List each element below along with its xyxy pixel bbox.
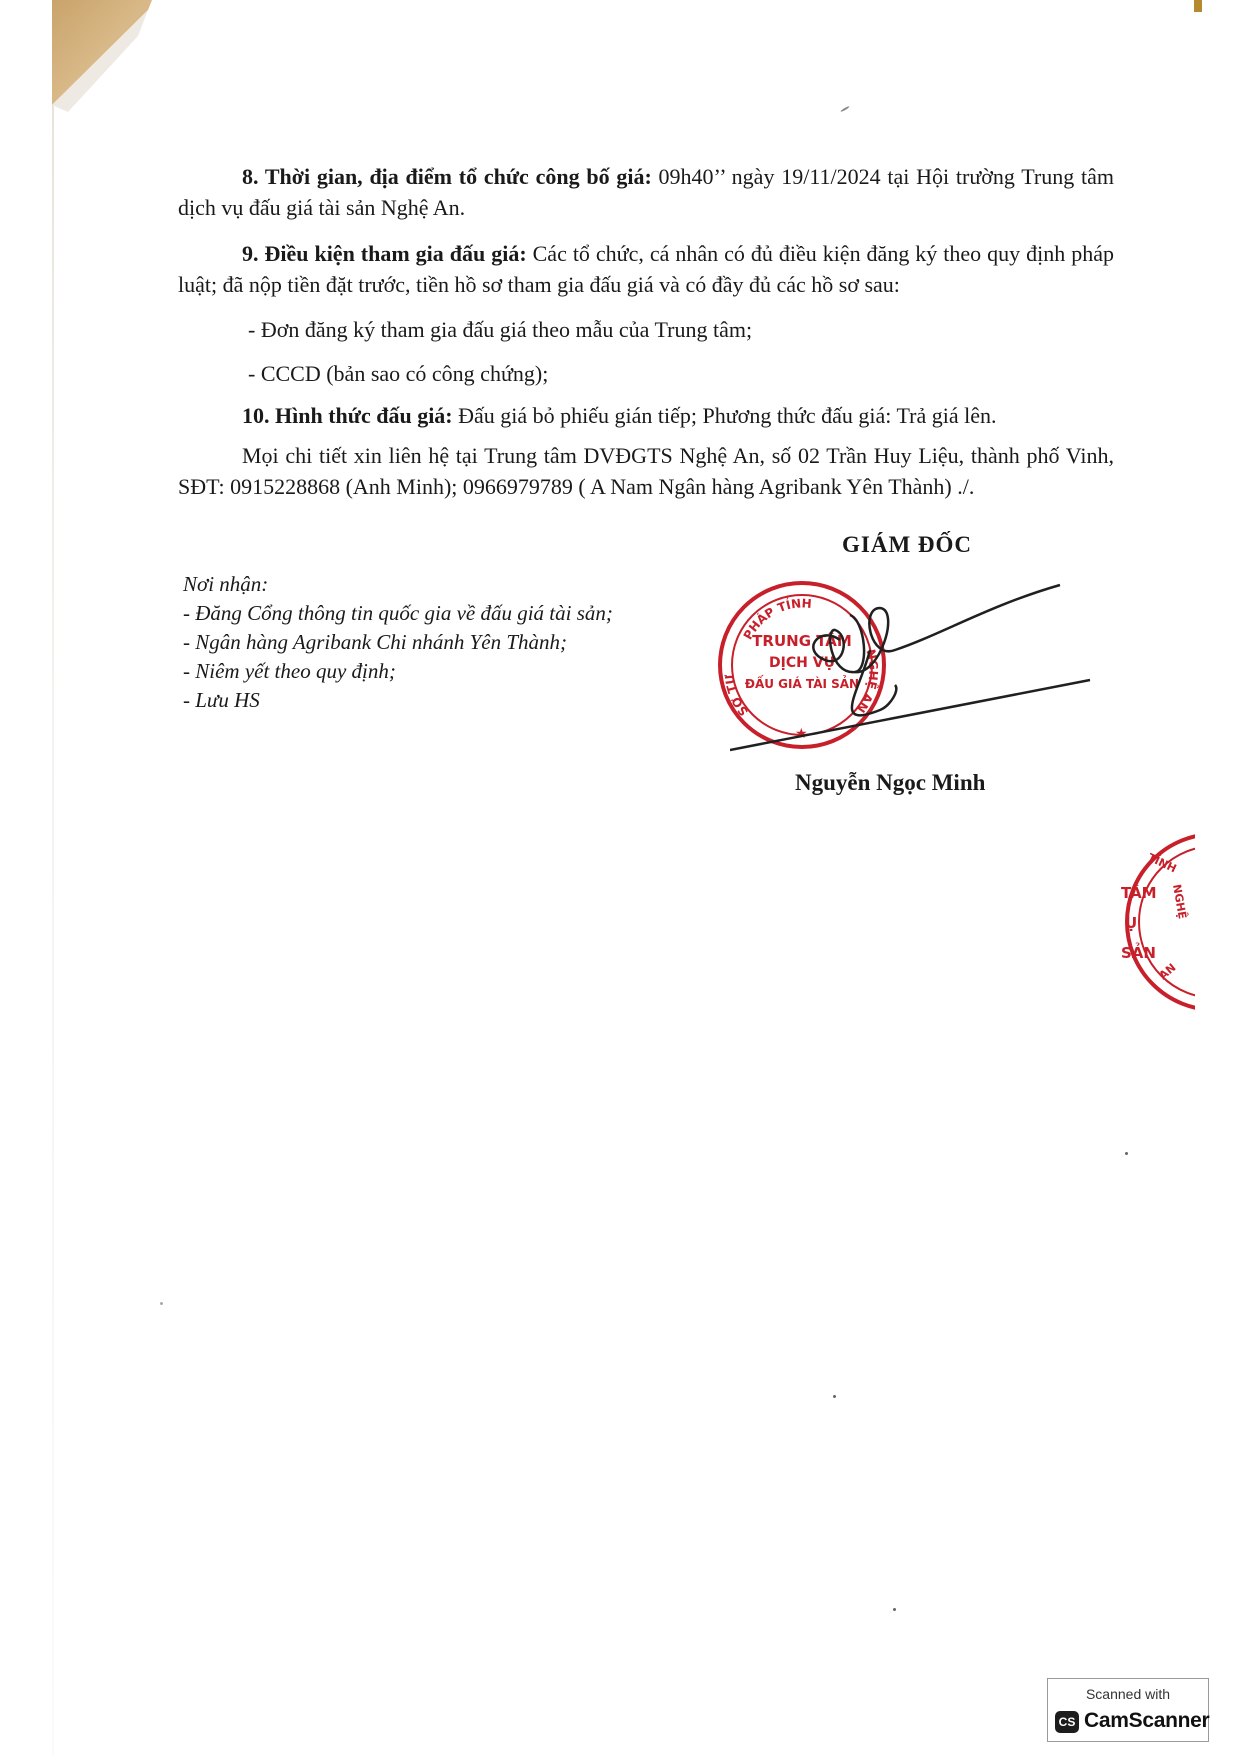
recipient-item: - Ngân hàng Agribank Chi nhánh Yên Thành; [183,630,568,654]
item-8-text: 09h40’’ ngày 19/11/2024 tại Hội trường Trung tâm dịch vụ đấu giá tài sản Nghệ An. [178,164,1114,220]
scan-speck [840,106,850,113]
camscanner-badge [1047,1678,1209,1742]
recipient-item: - Lưu HS [183,688,260,712]
recipients-heading: Nơi nhận: [183,572,269,596]
edge-seal-text: AN [1156,960,1179,983]
camscanner-tagline: Scanned with [1085,1686,1171,1702]
handwritten-signature [730,580,1110,760]
seal-ring-right: NGHỆ AN [853,647,881,716]
item-8-paragraph [178,161,1114,223]
item-9-label: 9. Điều kiện tham gia đấu giá: [242,241,527,266]
camscanner-name: CamScanner [1084,1709,1210,1732]
scan-speck [1125,1152,1128,1155]
scan-speck [833,1395,836,1398]
item-10-label: 10. Hình thức đấu giá: [242,403,453,428]
edge-seal-text: Ụ [1125,914,1138,932]
edge-seal-text: SẢN [1121,944,1156,962]
bullet-application-form: - Đơn đăng ký tham gia đấu giá theo mẫu của Trung tâm; [248,317,753,342]
item-9-paragraph [178,238,1114,300]
signer-name: Nguyễn Ngọc Minh [795,770,986,795]
item-9-text: Các tổ chức, cá nhân có đủ điều kiện đăng ký theo quy định pháp luật; đã nộp tiền đặt trước, tiền hồ sơ tham gia đấu giá và có đầy đủ các hồ sơ sau: [178,241,1114,297]
seal-line-1: TRUNG TÂM [752,632,852,650]
scan-speck [160,1302,163,1305]
recipient-item: - Niêm yết theo quy định; [183,659,396,683]
recipient-item: - Đăng Cổng thông tin quốc gia về đấu giá tài sản; [183,601,613,625]
scan-speck [893,1608,896,1611]
item-10-paragraph [178,400,1114,431]
seal-line-3: ĐẤU GIÁ TÀI SẢN [744,677,860,691]
seal-ring-left: SỞ TƯ [722,673,752,719]
contact-paragraph: Mọi chi tiết xin liên hệ tại Trung tâm DVĐGTS Nghệ An, số 02 Trần Huy Liệu, thành phố Vinh, SĐT: 0915228868 (Anh Minh); 0966979789 ( A Nam Ngân hàng Agribank Yên Thành) ./. [178,443,1114,499]
edge-seal-text: TÂM [1121,884,1157,902]
item-10-text: Đấu giá bỏ phiếu gián tiếp; Phương thức đấu giá: Trả giá lên. [452,403,997,428]
signer-title: GIÁM ĐỐC [842,532,973,557]
camscanner-logo-icon: CS [1055,1711,1079,1733]
edge-seal-text: TỈNH [1145,850,1179,876]
edge-seal-text: NGHỆ [1170,883,1189,920]
seal-line-2: DỊCH VỤ [769,655,835,671]
bullet-id-card: - CCCD (bản sao có công chứng); [248,361,549,386]
recipients-block [183,570,613,715]
seal-ring-top: PHÁP TỈNH [740,596,813,642]
seal-star-icon: ★ [795,726,808,742]
item-8-label: 8. Thời gian, địa điểm tổ chức công bố giá: [242,164,652,189]
edge-seal-fragment [1115,830,1195,1015]
